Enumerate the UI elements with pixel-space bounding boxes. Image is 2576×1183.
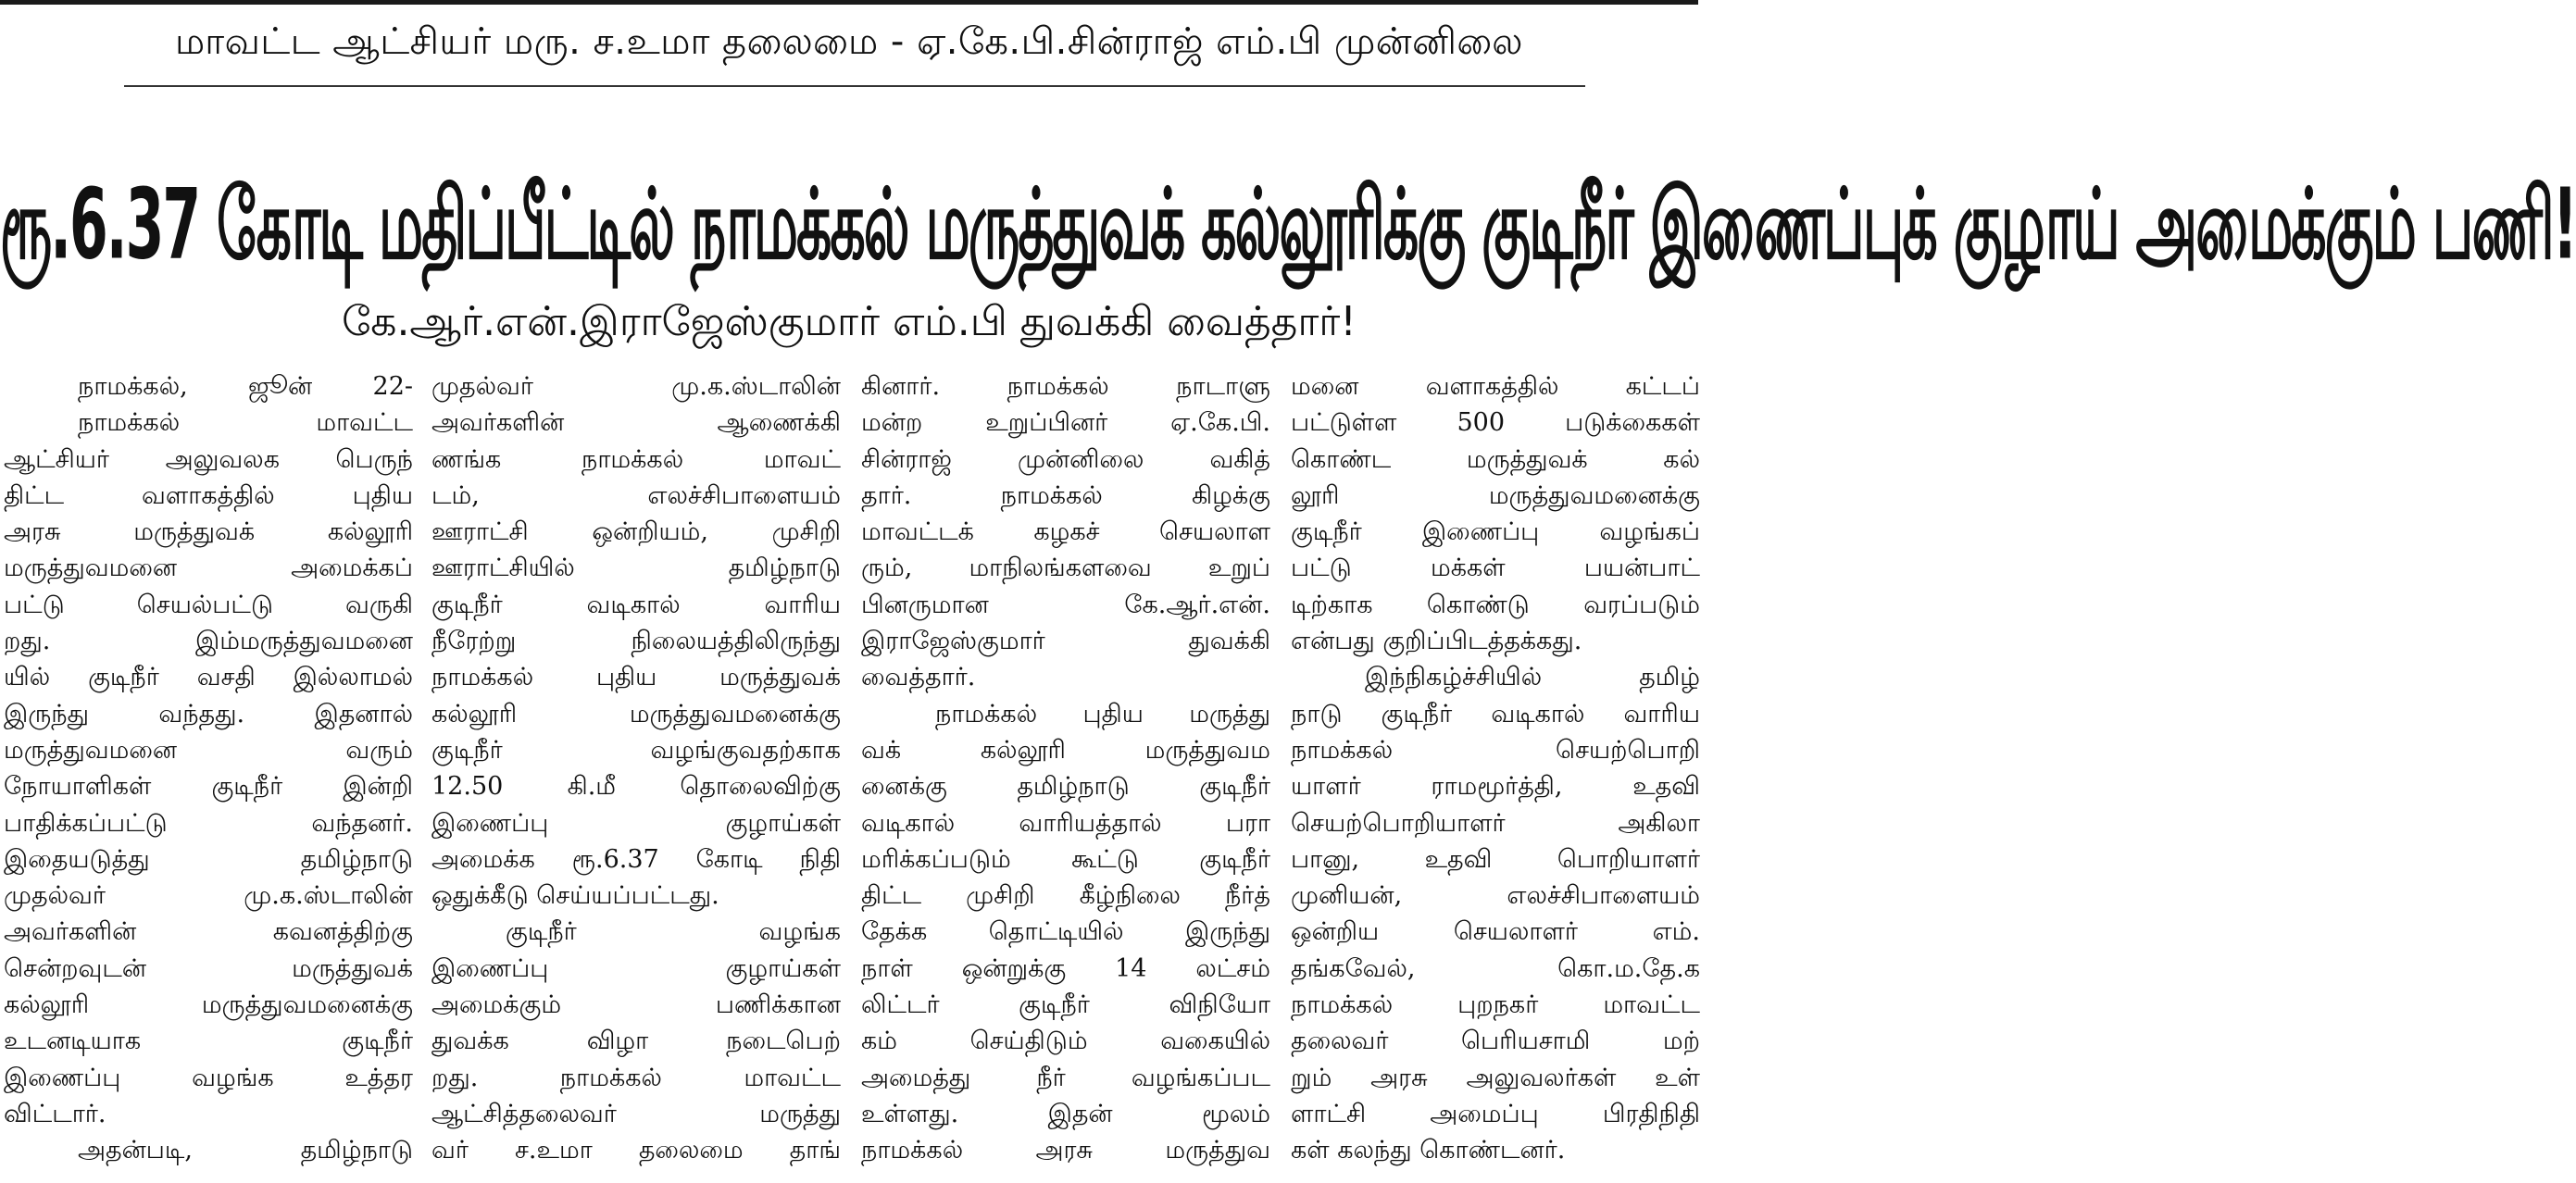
- column-line: இராஜேஸ்குமார் துவக்கி: [861, 627, 1270, 656]
- column-line: நீரேற்று நிலையத்திலிருந்து: [431, 627, 841, 656]
- column-line: அமைக்கும் பணிக்கான: [431, 990, 841, 1020]
- column-line: குடிநீர் இணைப்பு வழங்கப்: [1291, 517, 1700, 547]
- column-line: உடனடியாக குடிநீர்: [4, 1027, 413, 1056]
- column-line: முதல்வர் மு.க.ஸ்டாலின்: [4, 881, 413, 911]
- column-2: [431, 368, 841, 1183]
- column-line: ரும், மாநிலங்களவை உறுப்: [861, 554, 1270, 583]
- column-1: [4, 368, 413, 1183]
- column-line: றது. நாமக்கல் மாவட்ட: [431, 1063, 841, 1092]
- column-line: டிற்காக கொண்டு வரப்படும்: [1291, 590, 1700, 619]
- headline: [0, 104, 2576, 298]
- column-line: ஆட்சித்தலைவர் மருத்து: [431, 1099, 841, 1128]
- column-line: தங்கவேல், கொ.ம.தே.க: [1291, 953, 1700, 983]
- column-line: ஊராட்சி ஒன்றியம், முசிறி: [431, 517, 841, 547]
- column-line: கொண்ட மருத்துவக் கல்: [1291, 444, 1700, 474]
- column-line: சின்ராஜ் முன்னிலை வகித்: [861, 444, 1270, 474]
- kicker-divider: [124, 85, 1585, 87]
- column-line: ஒன்றிய செயலாளர் எம்.: [1291, 917, 1700, 947]
- article-body: [0, 368, 1698, 1183]
- column-line: சென்றவுடன் மருத்துவக்: [4, 953, 413, 983]
- column-line: மரிக்கப்படும் கூட்டு குடிநீர்: [861, 844, 1270, 874]
- column-line: வைத்தார்.: [861, 663, 976, 692]
- column-line: கல்லூரி மருத்துவமனைக்கு: [431, 699, 841, 728]
- column-line: இதையடுத்து தமிழ்நாடு: [4, 844, 413, 874]
- column-line: றும் அரசு அலுவலர்கள் உள்: [1291, 1063, 1700, 1092]
- column-line: பட்டுள்ள 500 படுக்கைகள்: [1291, 408, 1700, 438]
- column-line: யாளர் ராமமூர்த்தி, உதவி: [1291, 772, 1700, 802]
- column-line: 12.50 கி.மீ தொலைவிற்கு: [431, 772, 841, 802]
- column-line: பாதிக்கப்பட்டு வந்தனர்.: [4, 808, 413, 838]
- column-line: குடிநீர் வழங்க: [506, 917, 841, 947]
- column-line: ஊராட்சியில் தமிழ்நாடு: [431, 554, 841, 583]
- column-line: திட்ட வளாகத்தில் புதிய: [4, 480, 413, 510]
- column-line: பட்டு மக்கள் பயன்பாட்: [1291, 554, 1700, 583]
- column-line: விட்டார்.: [4, 1099, 106, 1128]
- column-line: குடிநீர் வடிகால் வாரிய: [431, 590, 841, 619]
- column-line: முனியன், எலச்சிபாளையம்: [1291, 881, 1700, 911]
- column-line: கினார். நாமக்கல் நாடாளு: [861, 372, 1270, 401]
- column-line: டம், எலச்சிபாளையம்: [431, 480, 841, 510]
- column-line: இருந்து வந்தது. இதனால்: [4, 699, 413, 728]
- column-line: கம் செய்திடும் வகையில்: [861, 1027, 1270, 1056]
- column-line: நாமக்கல், ஜூன் 22-: [78, 372, 413, 401]
- column-line: அவர்களின் கவனத்திற்கு: [4, 917, 413, 947]
- column-line: வக் கல்லூரி மருத்துவம: [861, 735, 1270, 765]
- column-line: அரசு மருத்துவக் கல்லூரி: [4, 517, 413, 547]
- top-rule: [0, 0, 1698, 5]
- column-line: மாவட்டக் கழகச் செயலாள: [861, 517, 1270, 547]
- column-line: நாள் ஒன்றுக்கு 14 லட்சம்: [861, 953, 1270, 983]
- column-line: நாமக்கல் செயற்பொறி: [1291, 735, 1700, 765]
- column-line: இணைப்பு குழாய்கள்: [431, 953, 841, 983]
- column-line: அமைக்க ரூ.6.37 கோடி நிதி: [431, 844, 841, 874]
- column-line: நோயாளிகள் குடிநீர் இன்றி: [4, 772, 413, 802]
- column-line: நாமக்கல் புதிய மருத்து: [935, 699, 1270, 728]
- column-line: நாமக்கல் புதிய மருத்துவக்: [431, 663, 841, 692]
- column-line: மனை வளாகத்தில் கட்டப்: [1291, 372, 1700, 401]
- column-line: றது. இம்மருத்துவமனை: [4, 627, 413, 656]
- column-line: தேக்க தொட்டியில் இருந்து: [861, 917, 1270, 947]
- column-line: மன்ற உறுப்பினர் ஏ.கே.பி.: [861, 408, 1270, 438]
- column-line: கல்லூரி மருத்துவமனைக்கு: [4, 990, 413, 1020]
- column-4: [1291, 368, 1700, 1183]
- column-line: நாமக்கல் அரசு மருத்துவ: [861, 1136, 1270, 1165]
- column-line: இணைப்பு குழாய்கள்: [431, 808, 841, 838]
- column-line: கள் கலந்து கொண்டனர்.: [1291, 1136, 1566, 1165]
- column-line: நாமக்கல் புறநகர் மாவட்ட: [1291, 990, 1700, 1020]
- column-line: வடிகால் வாரியத்தால் பரா: [861, 808, 1270, 838]
- column-line: னைக்கு தமிழ்நாடு குடிநீர்: [861, 772, 1270, 802]
- column-line: தலைவர் பெரியசாமி மற்: [1291, 1027, 1700, 1056]
- column-line: அதன்படி, தமிழ்நாடு: [78, 1136, 413, 1165]
- column-line: ணங்க நாமக்கல் மாவட்: [431, 444, 841, 474]
- column-line: முதல்வர் மு.க.ஸ்டாலின்: [431, 372, 841, 401]
- column-line: நாடு குடிநீர் வடிகால் வாரிய: [1291, 699, 1700, 728]
- column-line: யில் குடிநீர் வசதி இல்லாமல்: [4, 663, 413, 692]
- subheadline: கே.ஆர்.என்.இராஜேஸ்குமார் எம்.பி துவக்கி வைத்தார்!: [342, 298, 1357, 345]
- column-line: அமைத்து நீர் வழங்கப்பட: [861, 1063, 1270, 1092]
- column-line: பானு, உதவி பொறியாளர்: [1291, 844, 1700, 874]
- column-line: பினருமான கே.ஆர்.என்.: [861, 590, 1270, 619]
- column-line: ளாட்சி அமைப்பு பிரதிநிதி: [1291, 1099, 1700, 1128]
- column-line: அவர்களின் ஆணைக்கி: [431, 408, 841, 438]
- column-line: நாமக்கல் மாவட்ட: [78, 408, 413, 438]
- kicker-line: மாவட்ட ஆட்சியர் மரு. ச.உமா தலைமை - ஏ.கே.பி.சின்ராஜ் எம்.பி முன்னிலை: [175, 20, 1523, 63]
- column-line: குடிநீர் வழங்குவதற்காக: [431, 735, 841, 765]
- column-line: மருத்துவமனை அமைக்கப்: [4, 554, 413, 583]
- column-line: இந்நிகழ்ச்சியில் தமிழ்: [1365, 663, 1700, 692]
- column-line: துவக்க விழா நடைபெற்: [431, 1027, 841, 1056]
- column-line: திட்ட முசிறி கீழ்நிலை நீர்த்: [861, 881, 1270, 911]
- column-line: மருத்துவமனை வரும்: [4, 735, 413, 765]
- headline-text: ரூ.6.37 கோடி மதிப்பீட்டில் நாமக்கல் மருத்துவக் கல்லூரிக்கு குடிநீர் இணைப்புக் குழாய் அமைக்கும் பணி!: [0, 168, 2576, 282]
- column-line: வர் ச.உமா தலைமை தாங்: [431, 1136, 841, 1165]
- column-line: இணைப்பு வழங்க உத்தர: [4, 1063, 413, 1092]
- column-line: லிட்டர் குடிநீர் விநியோ: [861, 990, 1270, 1020]
- column-line: என்பது குறிப்பிடத்தக்கது.: [1291, 627, 1582, 656]
- column-line: செயற்பொறியாளர் அகிலா: [1291, 808, 1700, 838]
- column-line: உள்ளது. இதன் மூலம்: [861, 1099, 1270, 1128]
- column-line: ஒதுக்கீடு செய்யப்பட்டது.: [431, 881, 719, 911]
- column-line: தார். நாமக்கல் கிழக்கு: [861, 480, 1270, 510]
- column-line: ஆட்சியர் அலுவலக பெருந்: [4, 444, 413, 474]
- column-line: லூரி மருத்துவமனைக்கு: [1291, 480, 1700, 510]
- column-3: [861, 368, 1270, 1183]
- column-line: பட்டு செயல்பட்டு வருகி: [4, 590, 413, 619]
